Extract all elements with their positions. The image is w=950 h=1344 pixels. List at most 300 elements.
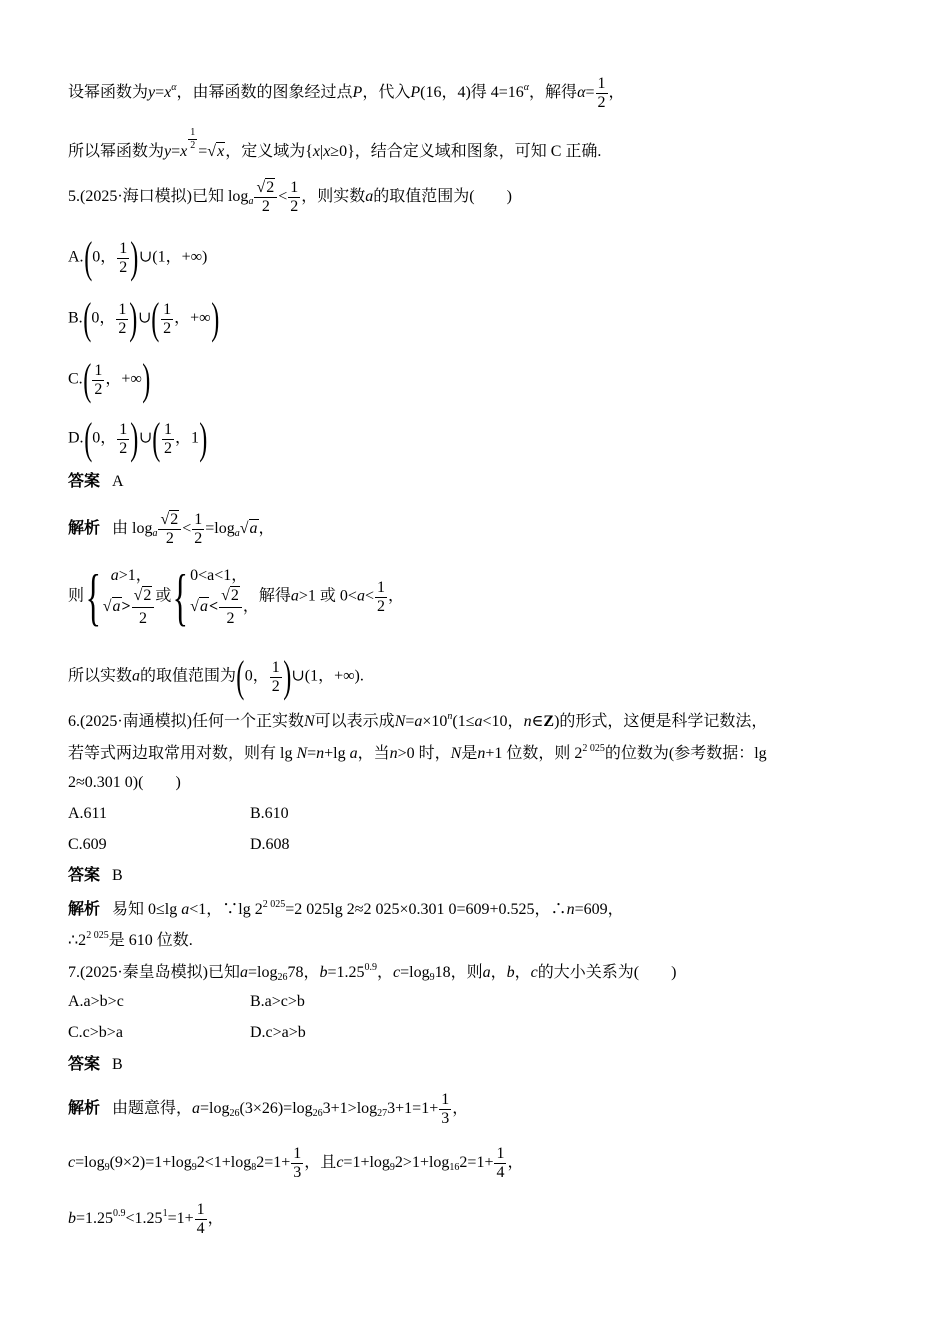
text: (9×2)=1+log	[109, 1154, 192, 1172]
text: D.608	[250, 836, 290, 853]
parenthesis: )	[130, 233, 139, 282]
text: 26	[312, 1108, 323, 1120]
answer-label: 答案	[68, 473, 101, 490]
q7-options-row-1	[68, 993, 305, 1010]
text: ，	[452, 1100, 469, 1118]
q7-answer	[68, 1057, 123, 1073]
text: 2	[143, 586, 152, 604]
text: C.609	[68, 836, 107, 853]
text: ，	[514, 964, 531, 981]
text: 的取值范围为	[140, 667, 237, 685]
text: A.a>b>c	[68, 993, 124, 1010]
text: ∪(1，+∞)	[138, 248, 208, 266]
text: C.c>b>a	[68, 1024, 123, 1041]
brace: {	[173, 561, 189, 632]
parenthesis: )	[129, 294, 138, 343]
text: 2	[94, 380, 103, 398]
text: 设幂函数为	[68, 84, 149, 102]
text: 1	[290, 179, 299, 196]
text: D.	[68, 429, 84, 447]
text: ，	[608, 84, 625, 102]
text: ，	[387, 587, 404, 605]
text: <1，∵lg 2	[189, 901, 263, 918]
parenthesis: (	[83, 233, 92, 282]
var: P	[352, 84, 363, 102]
text: 78，	[287, 964, 320, 981]
text: =log	[248, 964, 278, 981]
text: 2	[163, 439, 172, 457]
text: a	[249, 520, 258, 538]
root-icon: √x	[207, 143, 225, 160]
text: B.a>c>b	[250, 993, 305, 1010]
var: x	[180, 143, 188, 160]
q5-answer	[68, 474, 124, 490]
text: a	[234, 528, 240, 540]
text: 解得	[258, 587, 291, 605]
q6-stem-2	[68, 744, 767, 762]
text: 解析	[68, 1100, 101, 1118]
text: a	[152, 528, 158, 540]
q7-analysis-2	[68, 1146, 523, 1181]
text: 由 log	[112, 520, 153, 538]
fraction	[291, 1146, 303, 1181]
fraction	[254, 180, 277, 215]
root-icon: √2	[133, 586, 152, 604]
text: <	[364, 587, 374, 605]
fraction	[162, 422, 174, 457]
text: 的取值范围为( )	[373, 188, 512, 206]
text: A.611	[68, 805, 107, 822]
text: =	[171, 143, 181, 160]
parenthesis: )	[130, 414, 139, 463]
parenthesis: )	[142, 355, 151, 404]
fraction	[132, 586, 155, 629]
text: 0.9	[113, 1208, 126, 1220]
fraction	[161, 302, 173, 337]
text: 1	[376, 578, 385, 596]
text: C.	[68, 370, 83, 388]
text: =log	[75, 1154, 105, 1172]
root-icon: √a	[239, 520, 258, 538]
exponent: α	[171, 82, 177, 94]
text: ，+∞	[174, 309, 211, 327]
text: n	[523, 713, 532, 730]
text: =log	[400, 964, 430, 981]
text: =1.25	[76, 1210, 114, 1228]
text: 则	[68, 587, 85, 605]
text: ，且	[304, 1154, 337, 1172]
root-icon: √a	[190, 597, 208, 615]
text: 9	[429, 972, 435, 983]
text: 27	[377, 1108, 388, 1120]
text: +1 位数，则 2	[485, 745, 583, 762]
radicand	[216, 142, 225, 160]
text: ，当	[357, 745, 390, 762]
q5-option-c	[68, 355, 151, 404]
root-icon: √2	[160, 511, 179, 528]
text: 2≈0.301 0)( )	[68, 774, 181, 791]
text: =	[585, 84, 595, 102]
fraction	[596, 76, 608, 111]
parenthesis: )	[210, 294, 219, 343]
q7-analysis-1	[68, 1092, 468, 1127]
text: ∪(1，+∞).	[291, 667, 364, 685]
text: 所以幂函数为	[68, 143, 165, 160]
q5-analysis-3	[68, 652, 364, 701]
q6-options-row-2	[68, 836, 290, 853]
text: =	[155, 84, 165, 102]
parenthesis: (	[151, 294, 160, 343]
q5-stem	[68, 180, 512, 215]
text: ，	[242, 597, 259, 615]
text: 9	[191, 1162, 197, 1174]
q7-stem	[68, 963, 676, 983]
brace: {	[85, 561, 102, 632]
fraction	[195, 1202, 207, 1237]
fraction	[92, 363, 104, 398]
radicand	[112, 597, 122, 615]
text: 3+1=1+	[387, 1100, 439, 1118]
text: 0<a<1，	[190, 566, 248, 584]
text: =2 025lg 2≈2 025×0.301 0=609+0.525，∴	[285, 901, 567, 918]
text: a	[474, 713, 483, 730]
text: 1	[496, 1145, 505, 1162]
text: 2	[290, 198, 299, 215]
text: 2	[266, 179, 275, 196]
q5-option-b	[68, 294, 219, 343]
text: 1	[293, 1145, 302, 1162]
text: <	[182, 520, 192, 538]
text: ，由幂函数的图象经过点	[176, 84, 353, 102]
exponent: α	[523, 82, 530, 94]
fraction	[219, 586, 242, 629]
text: B.610	[250, 805, 289, 822]
text: 2	[261, 198, 270, 215]
text: 26	[229, 1108, 240, 1120]
text: +lg	[324, 745, 346, 762]
text: 0，	[92, 248, 117, 266]
text: 的位数为(参考数据：lg	[604, 745, 767, 762]
text: D.c>a>b	[250, 1024, 306, 1041]
text: Z	[543, 713, 555, 730]
text: ，1	[174, 429, 199, 447]
text: ，	[258, 520, 275, 538]
text: ∪	[138, 429, 153, 447]
text: 2	[119, 439, 128, 457]
text: 可以表示成	[314, 713, 395, 730]
q6-stem-1	[68, 712, 767, 730]
parenthesis: )	[199, 414, 208, 463]
text: 2	[597, 94, 606, 111]
text: 答案	[68, 867, 101, 884]
text: 1	[194, 511, 203, 528]
text: B	[112, 867, 123, 884]
text: c	[530, 964, 538, 981]
numerator	[254, 180, 277, 198]
var: y	[164, 143, 172, 160]
text: c	[68, 1154, 76, 1172]
text: 2	[194, 530, 203, 547]
text: ，代入	[362, 84, 411, 102]
analysis-label: 解析	[68, 520, 101, 538]
math-glyph: a>1，	[110, 566, 152, 584]
text: a	[240, 964, 248, 981]
numerator	[219, 586, 242, 608]
fraction	[117, 422, 129, 457]
q5-analysis-2	[68, 561, 404, 632]
text: 3+1>log	[322, 1100, 378, 1118]
text: 2=1+	[256, 1154, 291, 1172]
radicand	[199, 597, 209, 615]
text: 1	[163, 300, 172, 318]
text: ∈	[531, 713, 544, 730]
parenthesis: (	[82, 355, 92, 404]
text: a	[112, 597, 121, 615]
text: ∴2	[68, 932, 87, 949]
text: 2	[190, 140, 196, 151]
text: 2 025	[582, 743, 605, 754]
var: x	[164, 84, 172, 102]
text: 由题意得，	[112, 1100, 193, 1118]
text: 是 610 位数.	[108, 932, 193, 949]
text: >1 或 0<	[298, 587, 357, 605]
text: 3	[441, 1110, 450, 1127]
q7-analysis-3	[68, 1202, 224, 1237]
text: a	[132, 667, 141, 685]
text: 2=1+	[459, 1154, 494, 1172]
numerator	[132, 586, 155, 608]
q6-options-row-1	[68, 805, 289, 822]
text: a	[290, 587, 299, 605]
text: 2 025	[262, 899, 286, 910]
text: N	[450, 745, 462, 762]
text: a	[181, 901, 190, 918]
text: N	[296, 745, 308, 762]
exponent-fraction	[188, 128, 197, 151]
fraction	[439, 1092, 451, 1127]
var: x	[323, 143, 331, 160]
text: >	[121, 597, 131, 615]
text: 0，	[244, 667, 269, 685]
root-icon: √a	[102, 597, 121, 615]
text: N	[304, 713, 315, 730]
text: =	[307, 745, 317, 762]
text: =log	[205, 520, 235, 538]
q7-options-row-2	[68, 1024, 306, 1041]
text: 1	[118, 300, 127, 318]
fraction	[288, 180, 300, 215]
q6-answer	[68, 868, 123, 884]
text: 2	[165, 530, 174, 547]
text: b	[319, 964, 328, 981]
text: 1	[119, 420, 128, 438]
text: n	[447, 711, 453, 722]
text: <10，	[482, 713, 524, 730]
q6-analysis-2	[68, 931, 193, 949]
fraction	[116, 302, 128, 337]
text: 1	[190, 127, 196, 138]
text: n	[566, 901, 575, 918]
text: B	[112, 1056, 123, 1073]
text: ，	[377, 964, 394, 981]
text: ，	[207, 1210, 224, 1228]
text: 1	[163, 420, 172, 438]
text: 所以实数	[68, 667, 133, 685]
text: 1	[196, 1201, 205, 1218]
text: a	[192, 1100, 201, 1118]
fraction	[375, 580, 387, 615]
text: n	[477, 745, 486, 762]
text: 0，	[91, 309, 116, 327]
text: b	[68, 1210, 76, 1228]
text: 26	[277, 972, 288, 983]
text: =1+log	[343, 1154, 390, 1172]
text: 1	[162, 1208, 168, 1220]
text: a	[482, 964, 491, 981]
text: 1	[119, 239, 128, 257]
text: 答案	[68, 1056, 101, 1073]
text: c	[336, 1154, 344, 1172]
text: 1	[597, 75, 606, 92]
fraction	[192, 512, 204, 547]
q5-option-d	[68, 414, 208, 463]
intro-line-2	[68, 128, 601, 160]
text: =log	[200, 1100, 230, 1118]
text: <1.25	[125, 1210, 163, 1228]
text: ，+∞	[105, 370, 142, 388]
parenthesis: )	[283, 652, 292, 701]
text: 3	[293, 1164, 302, 1181]
text: 1	[441, 1091, 450, 1108]
answer-value: A	[112, 473, 124, 490]
text: <	[208, 597, 219, 615]
fraction	[117, 241, 129, 276]
text: 2	[376, 597, 385, 615]
text: ，	[507, 1154, 524, 1172]
fraction	[158, 512, 181, 547]
text: ×10	[422, 713, 448, 730]
root-icon: √2	[256, 179, 275, 196]
fraction	[270, 660, 282, 695]
text: 的大小关系为( )	[537, 964, 677, 981]
var: y	[148, 84, 156, 102]
text: ，定义域为{	[225, 143, 313, 160]
text: (16，4)得 4=16	[420, 84, 524, 102]
parenthesis: (	[83, 414, 92, 463]
text: 8	[251, 1162, 257, 1174]
text: =	[405, 713, 415, 730]
text: 易知 0≤lg	[112, 901, 178, 918]
math-glyph	[190, 586, 259, 629]
q6-stem-3	[68, 775, 181, 791]
text: 2<1+log	[196, 1154, 252, 1172]
text: a	[199, 597, 208, 615]
q5-option-a	[68, 233, 208, 282]
text: 4	[496, 1164, 505, 1181]
text: 5.(2025·海口模拟)已知 log	[68, 188, 249, 206]
q5-analysis-1	[68, 512, 275, 547]
text: 0，	[92, 429, 117, 447]
text: n	[389, 745, 398, 762]
text: 16	[449, 1162, 460, 1174]
text: 解析	[68, 901, 101, 918]
text: =1.25	[327, 964, 365, 981]
parenthesis: (	[82, 294, 92, 343]
text: N	[394, 713, 406, 730]
text: )的形式，这便是科学记数法，	[554, 713, 768, 730]
inequality-system-2	[190, 566, 259, 629]
text: >0 时，	[397, 745, 451, 762]
text: a	[414, 713, 423, 730]
text: (1≤	[452, 713, 475, 730]
text: |	[319, 143, 324, 160]
text: 1	[94, 361, 103, 379]
text: 2 025	[86, 930, 109, 941]
subscript: a	[248, 196, 254, 208]
var: x	[312, 143, 320, 160]
text: a	[356, 587, 365, 605]
var: a	[365, 188, 374, 206]
parenthesis: (	[152, 414, 161, 463]
text: ∪	[138, 309, 152, 327]
root-icon: √2	[221, 586, 239, 604]
text: c	[393, 964, 401, 981]
text: ≥0}，结合定义域和图象，可知 C 正确.	[330, 143, 602, 160]
parenthesis: (	[236, 652, 245, 701]
text: 2	[118, 319, 127, 337]
text: 7.(2025·秦皇岛模拟)已知	[68, 964, 240, 981]
text: 2	[271, 677, 280, 695]
text: x	[217, 143, 225, 160]
text: 2	[163, 319, 172, 337]
text: (3×26)=log	[239, 1100, 313, 1118]
var: α	[577, 84, 586, 102]
text: 2	[170, 511, 179, 528]
text: =	[198, 143, 208, 160]
text: 9	[104, 1162, 110, 1174]
text: 2	[119, 258, 128, 276]
text: 是	[461, 745, 478, 762]
text: 18，则	[434, 964, 483, 981]
text: a	[349, 745, 358, 762]
text: 1	[271, 658, 280, 676]
inequality-system-1	[103, 566, 156, 629]
text: 或	[155, 587, 172, 605]
text: n	[316, 745, 325, 762]
var: P	[410, 84, 421, 102]
radicand	[249, 519, 259, 537]
text: 4	[196, 1220, 205, 1237]
q6-analysis-1	[68, 900, 624, 918]
math-glyph: a	[110, 566, 119, 584]
text: <	[278, 188, 288, 206]
intro-line-1	[68, 76, 625, 111]
text: 2	[230, 586, 239, 604]
text: ，则实数	[301, 188, 366, 206]
text: 2	[226, 609, 235, 627]
text: 2>1+log	[394, 1154, 450, 1172]
text: =1+	[167, 1210, 194, 1228]
text: ，	[490, 964, 507, 981]
text: =609，	[574, 901, 624, 918]
text: 若等式两边取常用对数，则有 lg	[68, 745, 293, 762]
text: 6.(2025·南通模拟)任何一个正实数	[68, 713, 304, 730]
fraction	[494, 1146, 506, 1181]
text: b	[506, 964, 515, 981]
text: B.	[68, 309, 83, 327]
numerator	[158, 512, 181, 530]
math-glyph	[103, 586, 156, 629]
